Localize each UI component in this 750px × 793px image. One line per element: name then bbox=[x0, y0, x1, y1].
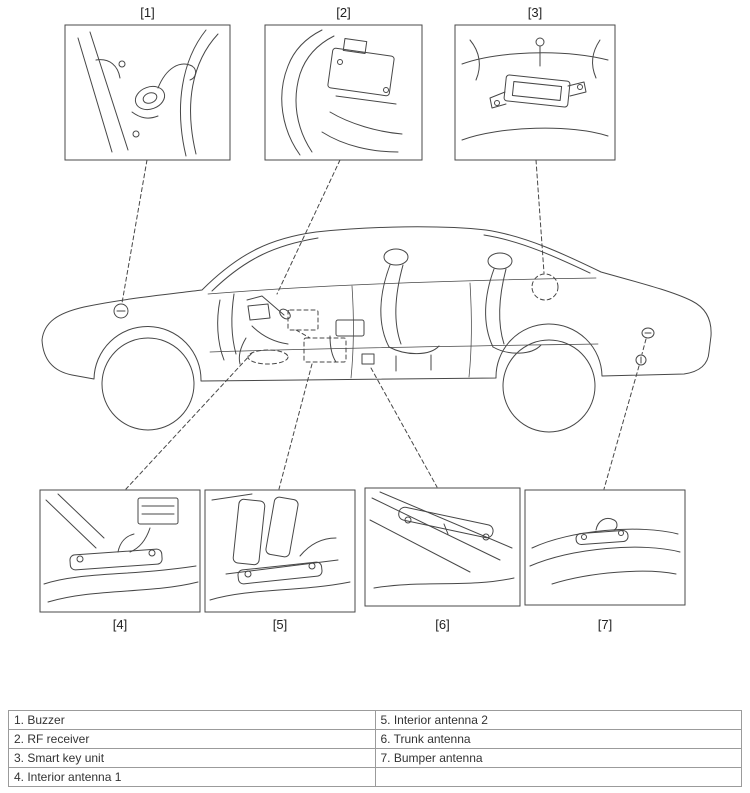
car-side-view bbox=[42, 227, 711, 432]
legend-item-trunk-antenna: 6. Trunk antenna bbox=[375, 730, 742, 749]
legend-row-1 bbox=[9, 711, 742, 730]
callout-label-6: [6] bbox=[435, 617, 450, 632]
callout-label-7: [7] bbox=[597, 617, 613, 632]
detail-box-3 bbox=[455, 25, 615, 160]
detail-frames bbox=[40, 25, 685, 612]
legend-item-bumper-antenna: 7. Bumper antenna bbox=[375, 749, 742, 768]
leader-7b bbox=[642, 339, 646, 354]
callout-label-3: [3] bbox=[527, 5, 543, 20]
legend-row-3 bbox=[9, 749, 742, 768]
hidden-component-markers bbox=[248, 274, 558, 364]
leader-4 bbox=[126, 353, 252, 489]
legend-row-4 bbox=[9, 768, 742, 787]
leader-7 bbox=[604, 366, 639, 489]
callout-label-4: [4] bbox=[112, 617, 128, 632]
callout-label-2: [2] bbox=[336, 5, 351, 20]
detail-box-7 bbox=[525, 490, 685, 605]
detail-box-5 bbox=[205, 490, 355, 612]
detail-box-4 bbox=[40, 490, 200, 612]
legend-item-interior-antenna-2: 5. Interior antenna 2 bbox=[375, 711, 742, 730]
detail-box-1 bbox=[65, 25, 230, 160]
legend-item-empty bbox=[375, 768, 742, 787]
leader-lines bbox=[122, 160, 646, 489]
legend-item-smart-key-unit: 3. Smart key unit bbox=[9, 749, 376, 768]
leader-1 bbox=[122, 160, 147, 303]
callout-label-1: [1] bbox=[140, 5, 155, 20]
legend-row-2 bbox=[9, 730, 742, 749]
leader-3 bbox=[536, 160, 544, 273]
callout-label-5: [5] bbox=[272, 617, 288, 632]
legend-item-buzzer: 1. Buzzer bbox=[9, 711, 376, 730]
leader-2 bbox=[277, 160, 340, 294]
legend-item-interior-antenna-1: 4. Interior antenna 1 bbox=[9, 768, 376, 787]
leader-5 bbox=[279, 364, 312, 489]
legend-table bbox=[8, 710, 742, 787]
leader-6 bbox=[371, 368, 437, 487]
legend-item-rf-receiver: 2. RF receiver bbox=[9, 730, 376, 749]
